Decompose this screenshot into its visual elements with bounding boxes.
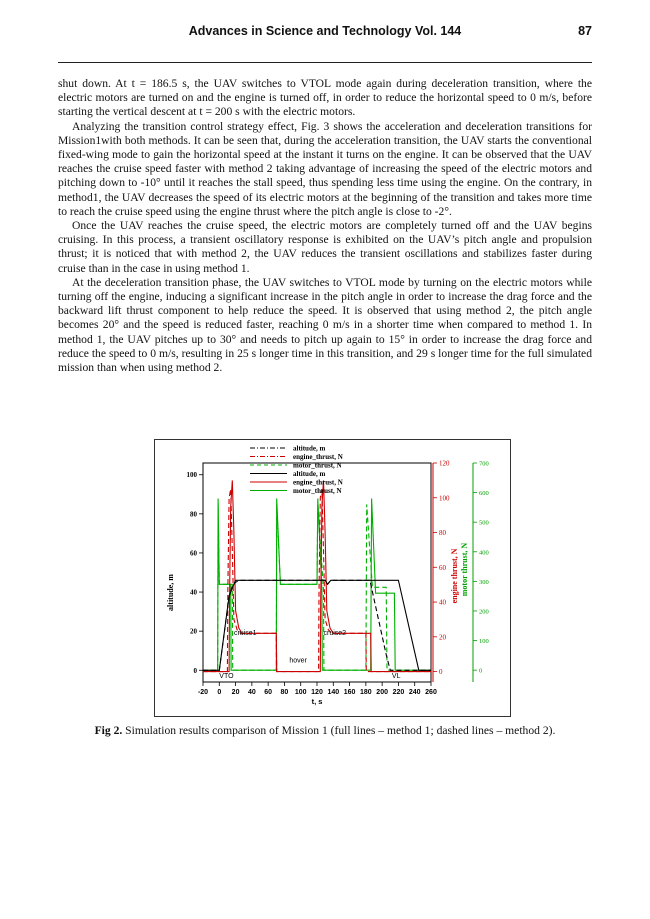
x-tick-label: -20 — [197, 689, 209, 696]
x-tick-label: 140 — [327, 689, 340, 696]
altitude-tick-label: 60 — [190, 549, 197, 558]
engine-axis-label: engine thrust, N — [450, 548, 459, 604]
motor-tick-label: 200 — [479, 608, 489, 616]
motor-tick-label: 600 — [479, 490, 489, 498]
paragraph: Once the UAV reaches the cruise speed, the electric motors are completely turned off and the UAV begins cruising. In this process, a transient oscillatory response is exhibited on the UAV’s pitch angle and propulsion thrust; it is noticed that with method 2, the UAV reduces the transient oscillations and stabilizes faster during cruise than in the case in using method 1. — [58, 219, 592, 275]
x-tick-label: 200 — [376, 689, 388, 696]
x-tick-label: 0 — [217, 689, 222, 696]
page-number: 87 — [578, 24, 592, 38]
legend-label: altitude, m — [293, 470, 326, 478]
paragraph: shut down. At t = 186.5 s, the UAV switches to VTOL mode again during deceleration transition, where the electric motors are turned on and the engine is turned off, in order to reduce the horizontal speed to 0 m/s, before starting the vertical descent at t = 200 s with the electric motors. — [58, 77, 592, 119]
altitude-tick-label: 100 — [186, 471, 197, 480]
engine-tick-label: 100 — [439, 494, 450, 503]
paragraph: At the deceleration transition phase, the UAV switches to VTOL mode by turning on the electric motors while turning off the engine, inducing a significant increase in the pitch angle in order to increase the drag force and the backward lift thrust component to help reduce the speed. It is observed that using method 2, the pitch angle becomes 20° and the speed is reduced faster, reaching 0 m/s in a shorter time when compared to method 1. In method 1, the UAV pitches up to 30° and needs to pitch up again to 15° in order to increase the drag force and reduce the speed to 0 m/s, resulting in 25 s longer time in this transition, and 29 s longer time for the full simulated mission than when using method 2. — [58, 275, 592, 375]
legend-label: motor_thrust, N — [293, 487, 342, 495]
figure-chart — [154, 439, 511, 717]
motor-tick-label: 300 — [479, 578, 489, 586]
figure-caption — [58, 724, 592, 737]
motor-tick-label: 700 — [479, 460, 489, 468]
caption-text: Simulation results comparison of Mission 1 (full lines – method 1; dashed lines – method 2). — [122, 724, 556, 737]
x-tick-label: 160 — [343, 689, 356, 696]
x-tick-label: 100 — [294, 689, 307, 696]
paragraph: Analyzing the transition control strategy effect, Fig. 3 shows the acceleration and deceleration transitions for Mission1with both methods. It can be seen that, during the acceleration transition, the UAV starts the conventional fixed-wing mode to gain the horizontal speed at the instant it turns on the engine. It can be observed that the UAV reaches the cruise speed faster with method 2 taking advantage of increasing the speed of the electric motors and pitching down to -10° until it reaches the stall speed, thus spending less time using the engine. On the contrary, in method1, the UAV decreases the speed of its electric motors at the beginning of the transition and takes more time to reach the cruise speed using the engine thrust where the pitch angle is close to -2°. — [58, 119, 592, 218]
x-axis-label: t, s — [311, 697, 323, 706]
x-tick-label: 60 — [264, 689, 273, 696]
x-tick-label: 40 — [247, 689, 256, 696]
caption-label: Fig 2. — [94, 724, 123, 737]
annotation-label: VTO — [219, 673, 234, 681]
annotation-label: cruise1 — [233, 630, 257, 638]
x-tick-label: 120 — [311, 689, 323, 696]
altitude-tick-label: 40 — [190, 588, 197, 597]
annotation-label: cruise2 — [323, 630, 347, 638]
legend-label: engine_thrust, N — [293, 478, 343, 487]
legend-label: motor_thrust, N — [293, 461, 342, 470]
x-tick-label: 240 — [408, 689, 421, 696]
series-altitude-method1 — [203, 580, 431, 670]
journal-title: Advances in Science and Technology Vol. 144 — [188, 24, 462, 38]
motor-tick-label: 500 — [479, 519, 489, 527]
motor-tick-label: 400 — [479, 549, 489, 557]
body-text — [58, 77, 592, 375]
altitude-tick-label: 0 — [193, 666, 197, 675]
page-header — [58, 24, 592, 42]
series-motor-method1 — [203, 499, 431, 671]
engine-tick-label: 80 — [439, 529, 446, 538]
engine-tick-label: 40 — [439, 598, 446, 607]
annotation-label: VL — [391, 673, 401, 681]
engine-tick-label: 60 — [439, 563, 446, 572]
motor-tick-label: 0 — [479, 667, 483, 675]
x-tick-label: 220 — [392, 689, 405, 696]
x-tick-label: 180 — [360, 689, 372, 696]
header-rule — [58, 62, 592, 63]
engine-tick-label: 0 — [439, 668, 443, 677]
altitude-axis-label: altitude, m — [166, 574, 175, 611]
legend-label: altitude, m — [293, 444, 326, 453]
x-tick-label: 20 — [231, 689, 240, 696]
engine-tick-label: 20 — [439, 633, 446, 642]
engine-tick-label: 120 — [439, 459, 450, 468]
legend-label: engine_thrust, N — [293, 453, 343, 461]
motor-tick-label: 100 — [479, 638, 489, 646]
annotation-label: hover — [289, 657, 307, 665]
altitude-tick-label: 20 — [190, 627, 197, 636]
motor-axis-label: motor thrust, N — [460, 542, 469, 597]
simulation-chart — [155, 440, 510, 716]
series-altitude-method2 — [203, 580, 431, 670]
x-tick-label: 260 — [425, 689, 437, 696]
x-tick-label: 80 — [280, 689, 289, 696]
altitude-tick-label: 80 — [190, 510, 197, 519]
